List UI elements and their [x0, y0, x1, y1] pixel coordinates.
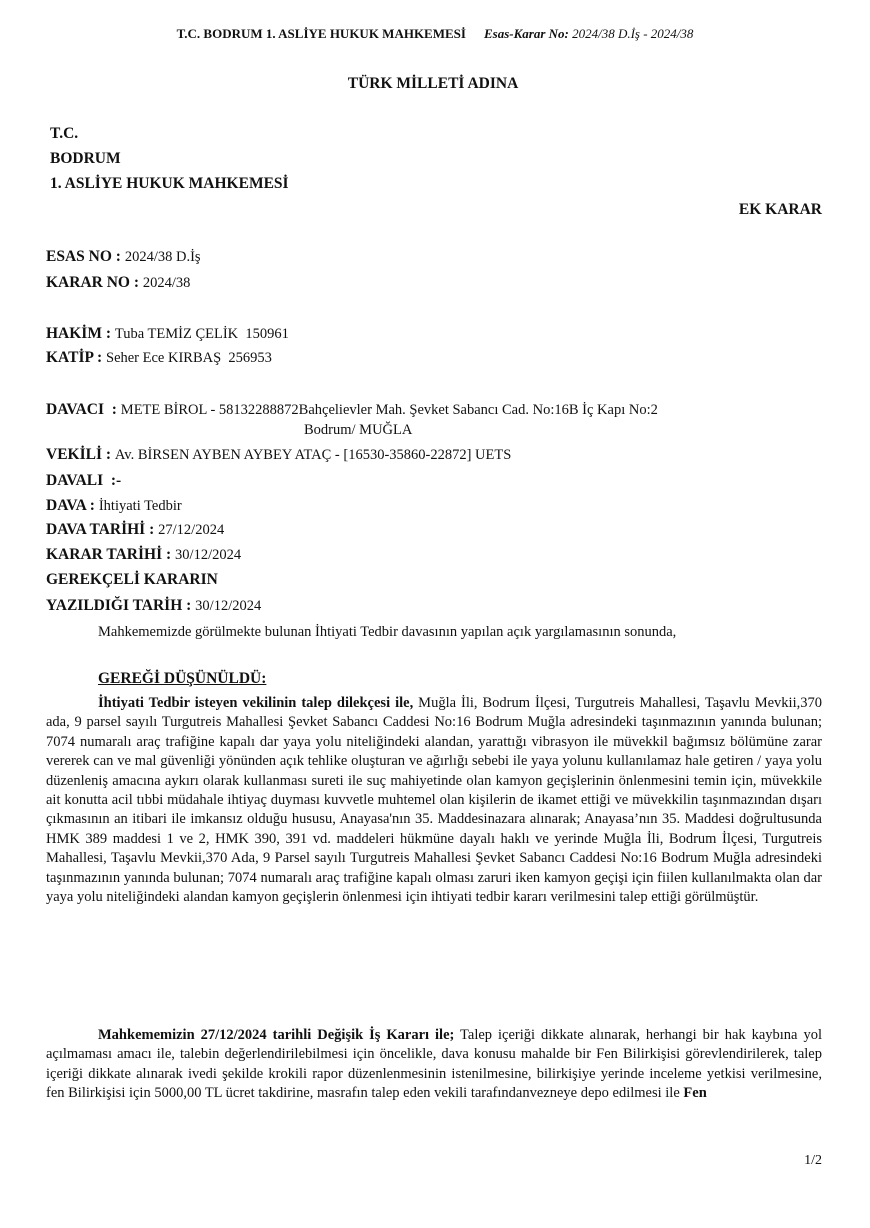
- yazildigi-tarih-field: [46, 597, 261, 615]
- gerekci-heading: GEREĞİ DÜŞÜNÜLDÜ:: [98, 670, 267, 687]
- decision-type: EK KARAR: [738, 201, 822, 218]
- hakim-value: Tuba TEMİZ ÇELİK 150961: [114, 326, 289, 342]
- court-line-tc: T.C.: [50, 125, 79, 142]
- paragraph2-body: Talep içeriği dikkate alınarak, herhangi bir hak kaybına yol açılmaması amacı ile, talebin değerlendirilebilmesi için öncelikle, dava konusu mahalde bir Fen Bilirkişisi görevlendirilerek, talep içeriği dikkate alınarak ivedi şekilde krokili rapor düzenlenmesinin istenilmesine, bilirkişiye yerinde inceleme yetkisi verilmesine, fen Bilirkişisi için 5000,00 TL ücret takdirine, masrafın talep eden vekili tarafındanvezneye depo edilmesi ile: [46, 1027, 822, 1102]
- court-line-city: BODRUM: [50, 150, 121, 167]
- esas-no-label: ESAS NO :: [46, 248, 121, 265]
- davali-label: DAVALI :-: [46, 472, 122, 489]
- nation-title: TÜRK MİLLETİ ADINA: [347, 75, 519, 92]
- dava-field: [46, 497, 182, 515]
- karar-no-field: [46, 274, 190, 292]
- intro-paragraph: Mahkememizde görülmekte bulunan İhtiyati Tedbir davasının yapılan açık yargılamasının sonunda,: [98, 624, 677, 640]
- dava-value: İhtiyati Tedbir: [98, 498, 182, 514]
- davaci-label: DAVACI :: [46, 401, 117, 418]
- davaci-address-line2: [304, 421, 412, 439]
- esas-no-value: 2024/38 D.İş: [124, 249, 201, 265]
- dava-label: DAVA :: [46, 497, 95, 514]
- paragraph2-tail: Fen: [683, 1085, 707, 1102]
- paragraph1-body: Muğla İli, Bodrum İlçesi, Turgutreis Mahallesi, Taşavlu Mevkii,370 ada, 9 parsel sayılı Turgutreis Mahallesi Şevket Sabancı Caddesi No:16 Bodrum Muğla adresindeki taşınmazının yanında bulunan; 7074 numaralı araç trafiğine kapalı dar yaya yolu niteliğindeki alandan, yarattığı vibrasyon ile müvekkil bağımsız bölümüne zarar vererek can ve mal güvenliği yönünden açık tehlike oluşturan ve ağırlığı sebebi ile yaya yolunu kullanılamaz hale getiren / yaya yolu düzenleniş amacına aykırı olarak kullanması sureti ile suç mahiyetinde olan kamyon geçişlerinin önlenmesini temin için, müvekkile ait konutta acil tıbbi müdahale ihtiyaç duyması kuvvetle muhtemel olan kişilerin de ikamet ettiği ve müvekkilin taşınmazından dışarı çıkmasının an itibari ile imkansız olduğu hususu, Anayasa'nın 35. Maddesinazara alınarak; Anayasa’nın 35. Maddesi doğrultusunda HMK 389 maddesi 1 ve 2, HMK 390, 391 vd. maddeleri hükmüne dayalı haklı ve yerinde Muğla İli, Bodrum İlçesi, Turgutreis Mahallesi, Taşavlu Mevkii,370 Ada, 9 Parsel sayılı Turgutreis Mahallesi Şevket Sabancı Caddesi No:16 Bodrum Muğla adresindeki taşınmazının yanında bulunan; 7074 numaralı araç trafiğine kapalı olması zaruri iken kamyon geçişi için fiilen kullanılmakta olan dar yaya yolu niteliğindeki alandan kamyon geçişlerin önlenmesi için ihtiyati tedbir kararı verilmesini talep ettiği görülmüştür.: [46, 695, 822, 906]
- yazildigi-tarih-value: 30/12/2024: [195, 598, 262, 614]
- dava-tarihi-label: DAVA TARİHİ :: [46, 521, 155, 538]
- karar-tarihi-label: KARAR TARİHİ :: [46, 546, 172, 563]
- esas-no-field: [46, 248, 201, 266]
- yazildigi-tarih-label: YAZILDIĞI TARİH :: [46, 597, 192, 614]
- davaci-value-line2: Bodrum/ MUĞLA: [304, 422, 413, 438]
- body-paragraph-1: [46, 694, 822, 907]
- intro-paragraph-block: [46, 623, 822, 642]
- karar-no-label: KARAR NO :: [46, 274, 139, 291]
- body-paragraph-2: [46, 1026, 822, 1104]
- davaci-value: METE BİROL - 58132288872Bahçelievler Mah. Şevket Sabancı Cad. No:16B İç Kapı No:2: [120, 402, 658, 418]
- vekili-value: Av. BİRSEN AYBEN AYBEY ATAÇ - [16530-35860-22872] UETS: [114, 447, 512, 463]
- header-ref-value: 2024/38 D.İş - 2024/38: [572, 26, 694, 41]
- vekili-label: VEKİLİ :: [46, 446, 112, 463]
- dava-tarihi-value: 27/12/2024: [158, 522, 225, 538]
- katip-label: KATİP :: [46, 349, 103, 366]
- davali-field: [46, 472, 121, 490]
- karar-tarihi-value: 30/12/2024: [175, 547, 242, 563]
- page-number: 1/2: [804, 1153, 822, 1168]
- karar-no-value: 2024/38: [142, 275, 191, 291]
- court-line-name: 1. ASLİYE HUKUK MAHKEMESİ: [50, 175, 289, 192]
- vekili-field: [46, 446, 511, 464]
- katip-field: [46, 349, 272, 367]
- dava-tarihi-field: [46, 521, 224, 539]
- paragraph2-lead: Mahkememizin 27/12/2024 tarihli Değişik İş Kararı ile;: [98, 1027, 455, 1043]
- hakim-field: [46, 325, 289, 343]
- paragraph1-lead: İhtiyati Tedbir isteyen vekilinin talep dilekçesi ile,: [98, 695, 414, 711]
- header-ref-label: Esas-Karar No:: [483, 26, 569, 41]
- page-header: [0, 26, 870, 42]
- gerekceli-label: GEREKÇELİ KARARIN: [46, 571, 218, 588]
- gerekceli-field: [46, 571, 218, 589]
- hakim-label: HAKİM :: [46, 325, 112, 342]
- karar-tarihi-field: [46, 546, 241, 564]
- davaci-field: [46, 401, 658, 419]
- katip-value: Seher Ece KIRBAŞ 256953: [106, 350, 272, 366]
- header-court-name: T.C. BODRUM 1. ASLİYE HUKUK MAHKEMESİ: [176, 26, 466, 41]
